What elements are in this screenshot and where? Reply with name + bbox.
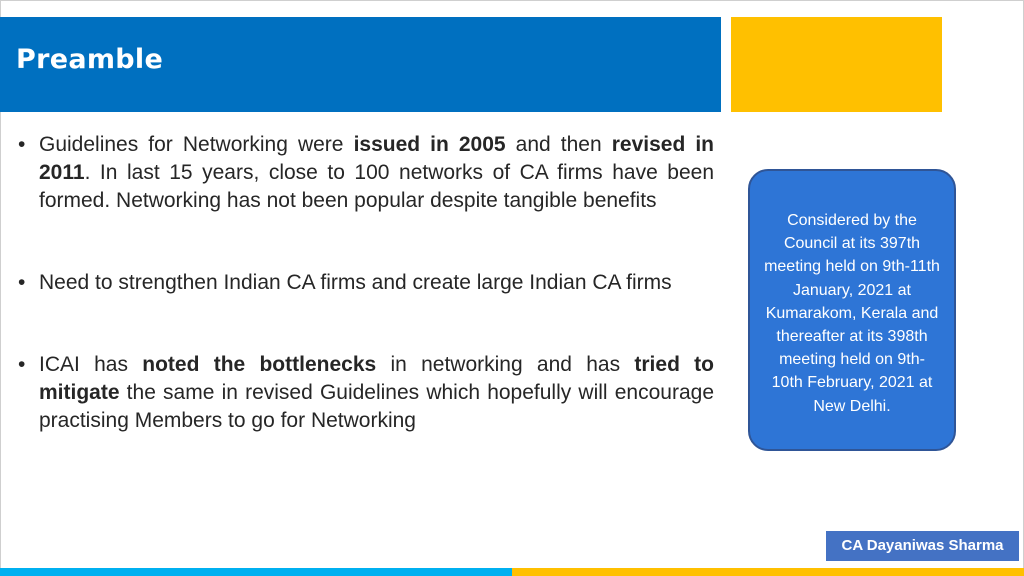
bullet-item	[18, 351, 714, 435]
bottom-stripe-blue	[0, 568, 512, 576]
bullet-text: . In last 15 years, close to 100 networks of CA firms have been formed. Networking has not been popular despite tangible benefits	[39, 161, 714, 212]
accent-square	[731, 17, 942, 112]
callout-text: Considered by the Council at its 397th meeting held on 9th-11th January, 2021 at Kumarakom, Kerala and thereafter at its 398th meeting held on 9th-10th February, 2021 at New Delhi.	[764, 212, 940, 415]
council-callout	[748, 169, 956, 451]
bullet-text: in networking and has	[376, 353, 635, 376]
bullet-text-bold: noted the bottlenecks	[142, 353, 377, 376]
author-badge	[826, 531, 1019, 561]
slide-title: Preamble	[16, 44, 164, 75]
bullet-item	[18, 131, 714, 215]
bullet-text: ICAI has	[39, 353, 143, 376]
author-name: CA Dayaniwas Sharma	[841, 537, 1004, 554]
bullet-list	[18, 131, 714, 435]
bullet-text: and then	[505, 133, 612, 156]
bullet-text: Need to strengthen Indian CA firms and create large Indian CA firms	[39, 271, 672, 294]
bullet-text-bold: tried to mitigate	[39, 353, 714, 404]
bullet-text: Guidelines for Networking were	[39, 133, 354, 156]
bottom-stripe-yellow	[512, 568, 1024, 576]
bullet-item	[18, 269, 714, 297]
bullet-text-bold: revised in 2011	[39, 133, 714, 184]
bullet-text-bold: issued in 2005	[353, 133, 506, 156]
bullet-text: the same in revised Guidelines which hopefully will encourage practising Members to go for Networking	[39, 381, 714, 432]
